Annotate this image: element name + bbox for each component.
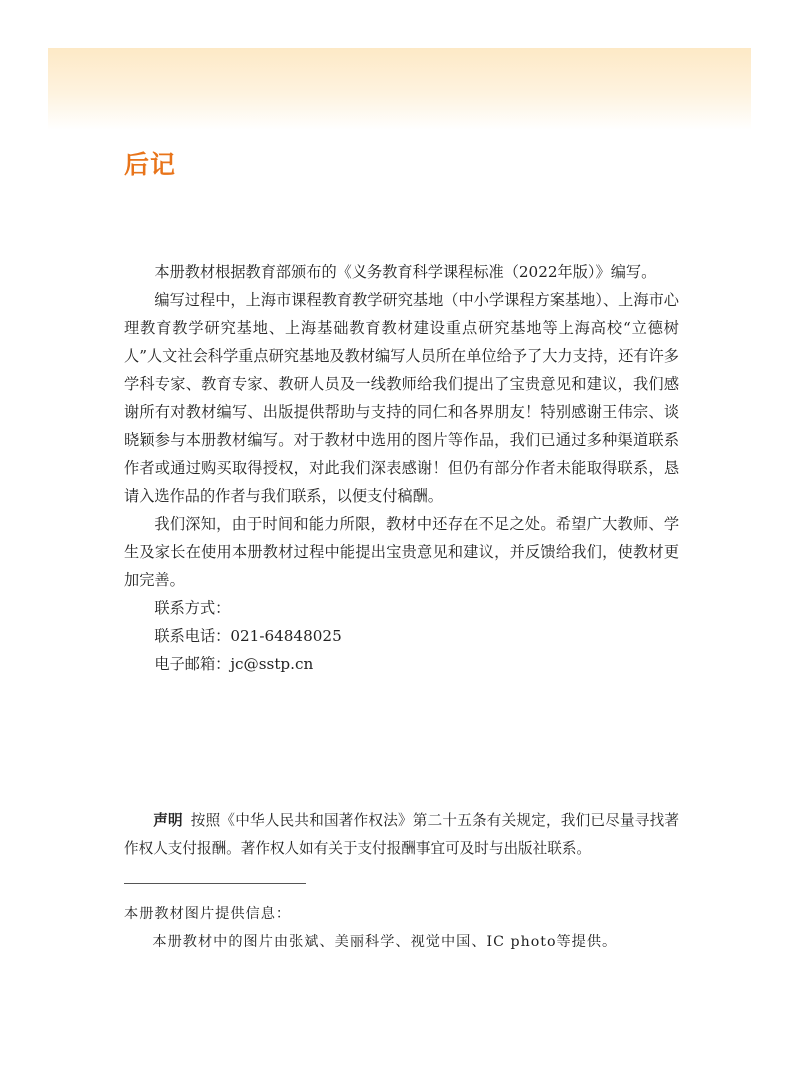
copyright-statement bbox=[124, 807, 679, 863]
afterword-body bbox=[124, 258, 679, 678]
statement-label: 声明 bbox=[153, 812, 183, 829]
contact-heading: 联系方式： bbox=[154, 599, 231, 617]
image-credits bbox=[124, 900, 679, 956]
credits-heading: 本册教材图片提供信息： bbox=[124, 906, 292, 922]
credits-text: 本册教材中的图片由张斌、美丽科学、视觉中国、IC photo等提供。 bbox=[152, 934, 618, 950]
page-title: 后记 bbox=[124, 150, 177, 179]
paragraph-2: 编写过程中，上海市课程教育教学研究基地（中小学课程方案基地）、上海市心理教育教学研究基地、上海基础教育教材建设重点研究基地等上海高校“立德树人”人文社会科学重点研究基地及教材编写人员所在单位给予了大力支持，还有许多学科专家、教育专家、教研人员及一线教师给我们提出了宝贵意见和建议，我们感谢所有对教材编写、出版提供帮助与支持的同仁和各界朋友！特别感谢王伟宗、谈晓颖参与本册教材编写。对于教材中选用的图片等作品，我们已通过多种渠道联系作者或通过购买取得授权，对此我们深表感谢！但仍有部分作者未能取得联系，恳请入选作品的作者与我们联系，以便支付稿酬。 bbox=[124, 291, 679, 505]
header-band bbox=[48, 48, 751, 130]
paragraph-1: 本册教材根据教育部颁布的《义务教育科学课程标准（2022年版）》编写。 bbox=[154, 263, 657, 281]
paragraph-3: 我们深知，由于时间和能力所限，教材中还存在不足之处。希望广大教师、学生及家长在使用本册教材过程中能提出宝贵意见和建议，并反馈给我们，使教材更加完善。 bbox=[124, 515, 679, 589]
footnote-divider bbox=[124, 883, 306, 884]
contact-email: 电子邮箱：jc@sstp.cn bbox=[154, 655, 314, 673]
contact-phone: 联系电话：021-64848025 bbox=[154, 627, 342, 645]
statement-text: 按照《中华人民共和国著作权法》第二十五条有关规定，我们已尽量寻找著作权人支付报酬。著作权人如有关于支付报酬事宜可及时与出版社联系。 bbox=[124, 812, 679, 857]
